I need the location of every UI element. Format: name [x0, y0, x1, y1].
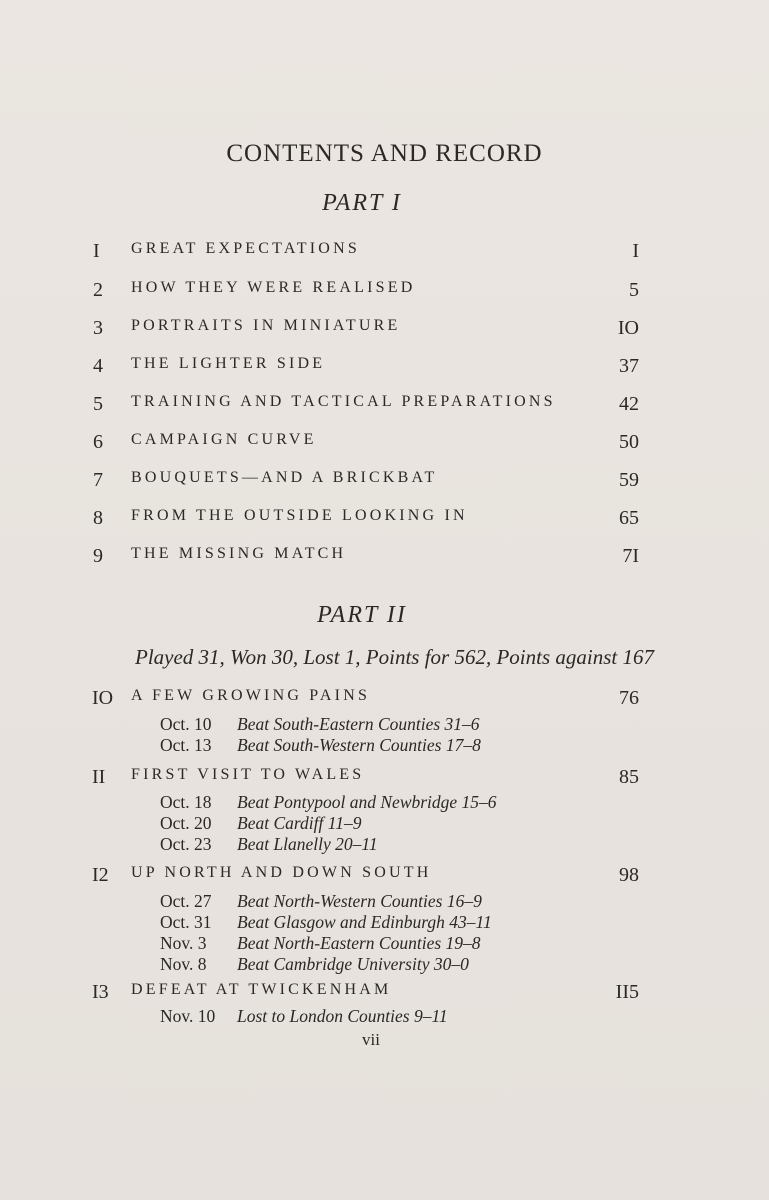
chapter-page: II5: [615, 981, 639, 1003]
match-description: Lost to London Counties 9–11: [237, 1006, 448, 1026]
chapter-title: CAMPAIGN CURVE: [131, 431, 317, 448]
match-result: [160, 735, 620, 756]
chapter-entry: [0, 317, 769, 347]
match-result: [160, 912, 620, 933]
chapter-title: DEFEAT AT TWICKENHAM: [131, 981, 392, 998]
chapter-page: 50: [619, 431, 639, 453]
match-date: Oct. 10: [160, 714, 212, 734]
chapter-entry: [0, 469, 769, 499]
chapter-entry: [0, 864, 769, 894]
match-date: Nov. 8: [160, 954, 207, 974]
match-description: Beat North-Eastern Counties 19–8: [237, 933, 481, 953]
match-date: Oct. 31: [160, 912, 212, 932]
chapter-title: GREAT EXPECTATIONS: [131, 240, 360, 257]
match-date: Nov. 10: [160, 1006, 216, 1026]
match-description: Beat Llanelly 20–11: [237, 834, 378, 854]
chapter-title: FIRST VISIT TO WALES: [131, 766, 365, 783]
match-date: Oct. 18: [160, 792, 212, 812]
match-list: [160, 891, 620, 975]
chapter-page: 42: [619, 393, 639, 415]
chapter-title: TRAINING AND TACTICAL PREPARATIONS: [131, 393, 556, 410]
chapter-entry: [0, 687, 769, 717]
chapter-entry: [0, 279, 769, 309]
match-date: Oct. 23: [160, 834, 212, 854]
match-description: Beat Cardiff 11–9: [237, 813, 362, 833]
match-list: [160, 1006, 620, 1027]
match-date: Oct. 27: [160, 891, 212, 911]
chapter-entry: [0, 355, 769, 385]
chapter-number: I3: [92, 981, 109, 1003]
chapter-title: HOW THEY WERE REALISED: [131, 279, 416, 296]
match-description: Beat South-Eastern Counties 31–6: [237, 714, 480, 734]
chapter-title: BOUQUETS—AND A BRICKBAT: [131, 469, 438, 486]
chapter-title: FROM THE OUTSIDE LOOKING IN: [131, 507, 468, 524]
chapter-page: 65: [619, 507, 639, 529]
chapter-number: 4: [93, 355, 103, 377]
match-result: [160, 813, 620, 834]
chapter-page: I: [632, 240, 639, 262]
chapter-title: UP NORTH AND DOWN SOUTH: [131, 864, 432, 881]
chapter-number: II: [92, 766, 106, 788]
match-date: Nov. 3: [160, 933, 207, 953]
match-description: Beat South-Western Counties 17–8: [237, 735, 481, 755]
match-result: [160, 1006, 620, 1027]
chapter-number: 2: [93, 279, 103, 301]
match-list: [160, 792, 620, 855]
match-list: [160, 714, 620, 756]
chapter-page: 37: [619, 355, 639, 377]
part-one-heading: PART I: [322, 190, 402, 216]
chapter-entry: [0, 431, 769, 461]
page-title: CONTENTS AND RECORD: [226, 140, 543, 167]
chapter-entry: [0, 393, 769, 423]
chapter-title: THE MISSING MATCH: [131, 545, 347, 562]
chapter-entry: [0, 240, 769, 270]
match-date: Oct. 13: [160, 735, 212, 755]
page-number: vii: [362, 1030, 380, 1049]
match-description: Beat Cambridge University 30–0: [237, 954, 469, 974]
chapter-title: THE LIGHTER SIDE: [131, 355, 326, 372]
chapter-entry: [0, 507, 769, 537]
chapter-number: 6: [93, 431, 103, 453]
chapter-page: 59: [619, 469, 639, 491]
chapter-number: 9: [93, 545, 103, 567]
part-two-heading: PART II: [317, 602, 407, 628]
match-description: Beat Glasgow and Edinburgh 43–11: [237, 912, 492, 932]
chapter-number: 7: [93, 469, 103, 491]
chapter-title: PORTRAITS IN MINIATURE: [131, 317, 401, 334]
match-result: [160, 834, 620, 855]
chapter-page: 76: [619, 687, 639, 709]
chapter-number: I: [93, 240, 100, 262]
match-result: [160, 792, 620, 813]
chapter-number: 8: [93, 507, 103, 529]
match-description: Beat Pontypool and Newbridge 15–6: [237, 792, 497, 812]
chapter-page: 85: [619, 766, 639, 788]
chapter-page: 7I: [622, 545, 639, 567]
season-record-summary: Played 31, Won 30, Lost 1, Points for 562, Points against 167: [135, 645, 654, 669]
chapter-number: 3: [93, 317, 103, 339]
chapter-title: A FEW GROWING PAINS: [131, 687, 371, 704]
chapter-page: 98: [619, 864, 639, 886]
chapter-entry: [0, 545, 769, 575]
match-date: Oct. 20: [160, 813, 212, 833]
chapter-number: IO: [92, 687, 114, 709]
chapter-number: I2: [92, 864, 109, 886]
match-result: [160, 891, 620, 912]
match-description: Beat North-Western Counties 16–9: [237, 891, 482, 911]
match-result: [160, 933, 620, 954]
chapter-page: IO: [617, 317, 639, 339]
match-result: [160, 714, 620, 735]
chapter-page: 5: [629, 279, 639, 301]
match-result: [160, 954, 620, 975]
chapter-number: 5: [93, 393, 103, 415]
